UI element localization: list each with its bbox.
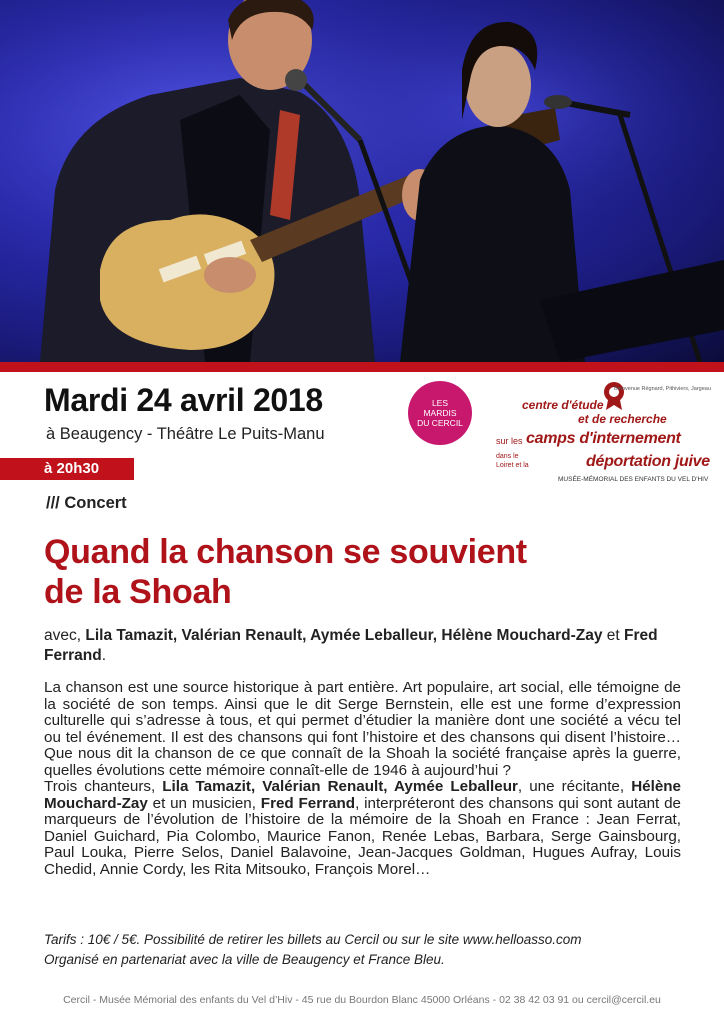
event-date: Mardi 24 avril 2018 bbox=[44, 382, 323, 418]
p2-text-e: et un musicien, bbox=[147, 794, 261, 812]
p2-text-c: , une récitante, bbox=[517, 778, 632, 795]
p2-singers: Lila Tamazit, Valérian Renault, Aymée Leballeur bbox=[162, 778, 518, 795]
logo-line-4-prefix: dans le Loiret et la bbox=[496, 453, 529, 469]
badge-line-3: DU CERCIL bbox=[417, 418, 463, 428]
p2-text-a: Trois chanteurs, bbox=[44, 778, 163, 795]
badge-line-1: LES bbox=[431, 398, 449, 408]
logo-line-1: centre d'étude bbox=[522, 398, 604, 412]
credits-names-2: Fred Ferrand bbox=[44, 627, 658, 664]
logo-line-3-prefix: sur les bbox=[496, 436, 523, 446]
credits-prefix: avec, bbox=[44, 627, 86, 644]
logo-line-3-main: camps d'internement bbox=[526, 430, 681, 447]
ticket-info bbox=[44, 930, 684, 970]
credits-join: et bbox=[602, 627, 625, 644]
event-venue: à Beaugency - Théâtre Le Puits-Manu bbox=[46, 425, 325, 443]
description-paragraph-1: La chanson est une source historique à part entière. Art populaire, art social, elle témoigne de la société de son temps. Ainsi que le dit Serge Bernstein, elle est une forme d’expression culturelle qui s’adresse à tous, et qui permet d’étudier la manière dont une société a vécu tel ou tel événement. Il est des chansons qui font l’histoire et des chansons qui disent l’histoire… Que nous dit la chanson de ce que connaît de la Shoah la société française après la guerre, quelles évolutions cette mémoire connaît-elle de 1946 à aujourd’hui ? bbox=[44, 679, 681, 779]
tarifs-line-2: Organisé en partenariat avec la ville de Beaugency et France Bleu. bbox=[44, 952, 445, 967]
tarifs-line-1: Tarifs : 10€ / 5€. Possibilité de retirer les billets au Cercil ou sur le site www.helloasso.com bbox=[44, 932, 582, 947]
credits-names-1: Lila Tamazit, Valérian Renault, Aymée Leballeur, Hélène Mouchard-Zay bbox=[85, 627, 603, 644]
event-title bbox=[44, 532, 684, 612]
concert-photo bbox=[0, 0, 724, 362]
credits-suffix: . bbox=[101, 647, 107, 664]
rosette-logo-icon bbox=[602, 380, 626, 410]
description-paragraph-2 bbox=[44, 779, 681, 878]
p2-musician: Fred Ferrand bbox=[260, 794, 356, 812]
logo-line-4-main: déportation juive bbox=[586, 453, 710, 470]
title-line-1: Quand la chanson se souvient bbox=[44, 533, 527, 571]
logo-camps-note: Bienvenue Régnard, Pithiviers, Jargeau bbox=[614, 386, 711, 392]
title-line-2: de la Shoah bbox=[44, 573, 232, 611]
event-category: /// Concert bbox=[46, 494, 127, 512]
event-description bbox=[44, 680, 681, 878]
footer-contact: Cercil - Musée Mémorial des enfants du Vel d’Hiv - 45 rue du Bourdon Blanc 45000 Orléans - 02 38 42 03 91 ou cercil@cercil.eu bbox=[63, 994, 661, 1006]
p2-narrator: Hélène Mouchard-Zay bbox=[44, 778, 681, 812]
red-divider-bar bbox=[0, 362, 724, 372]
badge-line-2: MARDIS bbox=[423, 408, 457, 418]
logo-line-5: MUSÉE-MÉMORIAL DES ENFANTS DU VEL D'HIV bbox=[558, 476, 709, 483]
mardis-cercil-badge bbox=[408, 381, 472, 445]
performers-credits bbox=[44, 626, 684, 666]
logo-line-2: et de recherche bbox=[578, 412, 667, 426]
cercil-logo bbox=[496, 380, 718, 488]
event-time-badge: à 20h30 bbox=[0, 458, 134, 480]
p2-text-g: , interpréteront des chansons qui sont autant de marqueurs de l’évolution de l’histoire de la mémoire de la Shoah en France : Jean Ferrat, Daniel Guichard, Pia Colombo, Maurice Fanon, Renée Lebas, Barbara, Serge Gainsbourg, Paul Louka, Pierre Selos, Daniel Balavoine, Jean-Jacques Goldman, Hugues Aufray, Louis Chedid, Annie Cordy, les Rita Mitsouko, François Morel… bbox=[44, 794, 681, 878]
